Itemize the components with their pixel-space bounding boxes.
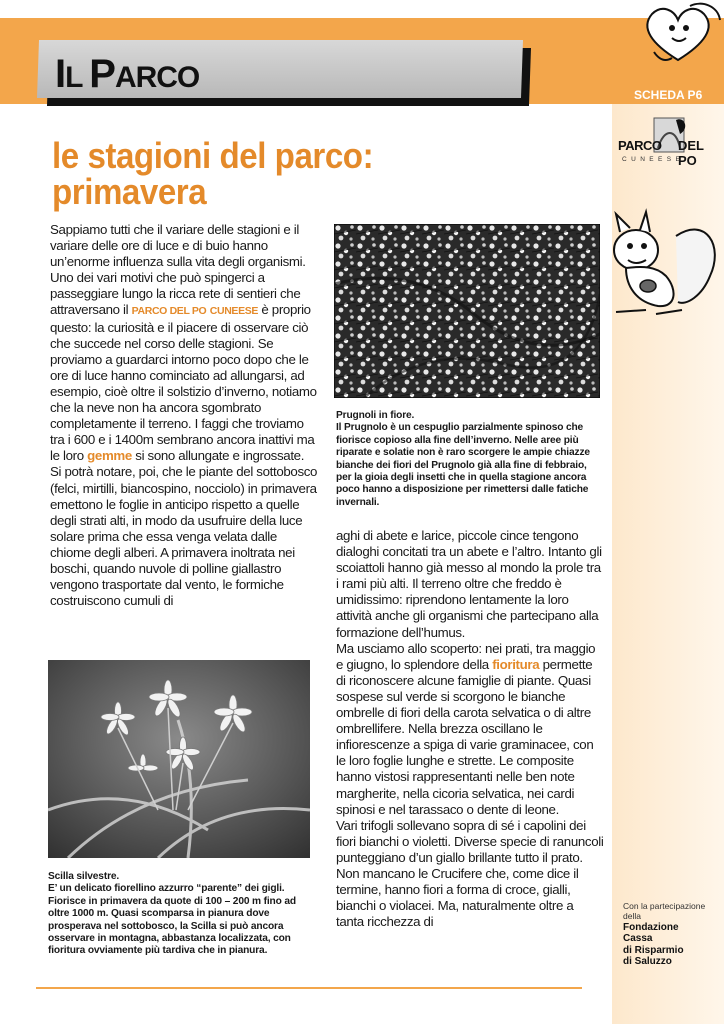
keyword-fioritura: fioritura [492, 656, 540, 672]
article-headline [52, 135, 438, 212]
heart-mascot-icon [632, 0, 724, 70]
sponsor-name: Fondazione Cassa di Risparmio di Saluzzo [623, 922, 684, 967]
logo-cuneese: CUNEESE [622, 156, 685, 163]
caption-prugnolo-title: Prugnoli in fiore. [336, 410, 415, 421]
sheet-code: SCHEDA P6 [634, 88, 703, 102]
headline-line-2: primavera [52, 171, 207, 212]
body-text-left: Sappiamo tutti che il variare delle stagioni e il variare delle ore di luce e di buio hanno un’enorme influenza sulla vita degli organismi. Uno dei vari motivi che può spingerci a passeggiare lungo la ricca rete di sentieri che attraversano il PARCO DEL PO CUNEESE è proprio questo: la curiosità e il piacere di osservare ciò che succede nel corso delle stagioni. Se proviamo a guardarci intorno poco dopo che le ore di luce hanno cominciato ad allungarsi, ad esempio, cioè oltre il solstizio d’inverno, notiamo che la neve non ha ancora sgombrato completamente il terreno. I faggi che troviamo tra i 600 e i 1400m sembrano ancora inattivi ma le loro gemme si sono allungate e ingrossate. Si potrà notare, poi, che le piante del sottobosco (felci, mirtilli, biancospino, nocciolo) in primavera emettono le foglie in anticipo rispetto a quelle degli strati alti, in modo da usufruire della luce solare prima che essa venga velata dalle chiome degli alberi. A primavera inoltrata nei boschi, quando nuvole di polline giallastro vengono trasportate dal vento, le formiche costruiscono cumuli di [50, 222, 318, 609]
photo-prugnolo [334, 224, 600, 398]
keyword-gemme: gemme [87, 448, 132, 464]
sponsor-intro: Con la partecipazione della [623, 901, 706, 921]
logo-parco: PARCO [618, 138, 662, 153]
logo-del-po: DEL PO [678, 138, 704, 168]
photo-scilla [48, 660, 310, 858]
park-name-highlight-2: CUNEESE [209, 305, 259, 318]
caption-prugnolo [336, 410, 602, 509]
caption-scilla-title: Scilla silvestre. [48, 871, 120, 882]
park-name-highlight: PARCO DEL PO [131, 305, 207, 318]
caption-scilla [48, 871, 310, 958]
squirrel-mascot-icon [606, 206, 722, 324]
headline-line-1: le stagioni del parco: [52, 135, 374, 176]
section-title: IL PARCO [55, 52, 200, 96]
footer-rule [36, 987, 582, 989]
body-text-right: aghi di abete e larice, piccole cince tengono dialoghi concitati tra un abete e l’altro. Intanto gli scoiattoli hanno già messo al mondo la prole tra i rami più alti. Il terreno oltre che freddo è umidissimo: riprendono lentamente la loro attività anche gli organismi che partecipano alla formazione dell’humus. Ma usciamo allo scoperto: nei prati, tra maggio e giugno, lo splendore della fioritura permette di riconoscere alcune famiglie di piante. Quasi sospese sul verde si scorgono le bianche ombrelle di fiori della carota selvatica o di altre ombrellifere. Nella brezza oscillano le infiorescenze a spiga di varie graminacee, con le loro foglie lunghe e strette. Le composite hanno vistosi rappresentanti nelle ben note margherite, nella cicoria selvatica, nei cardi spinosi e nel tarassaco o dente di leone. Vari trifogli sollevano sopra di sé i capolini dei fiori bianchi o violetti. Diverse specie di ranuncoli punteggiano d’un giallo brillante tutto il prato. Non mancano le Crucifere che, come dice il termine, hanno fiori a forma di croce, gialli, bianchi o violacei. Ma, naturalmente oltre a tanta ricchezza di [336, 528, 604, 930]
caption-scilla-text: E’ un delicato fiorellino azzurro “parente” dei gigli. Fiorisce in primavera da quote di 100 – 200 m fino ad oltre 1000 m. Quasi scomparsa in pianura dove prosperava nel sottobosco, la Scilla si può ancora osservare in montagna, abbastanza localizzata, con fioritura ovviamente più tardiva che in pianura. [48, 883, 296, 957]
caption-prugnolo-text: Il Prugnolo è un cespuglio parzialmente spinoso che fiorisce copioso alla fine dell’inverno. Nelle aree più riparate e solatie non è raro scorgere le ampie chiazze bianche dei fiori del Prugnolo già alla fine di febbraio, per la gioia degli insetti che in quella stagione ancora poco hanno a disposizione per rimettersi dalle fatiche invernali. [336, 422, 590, 508]
